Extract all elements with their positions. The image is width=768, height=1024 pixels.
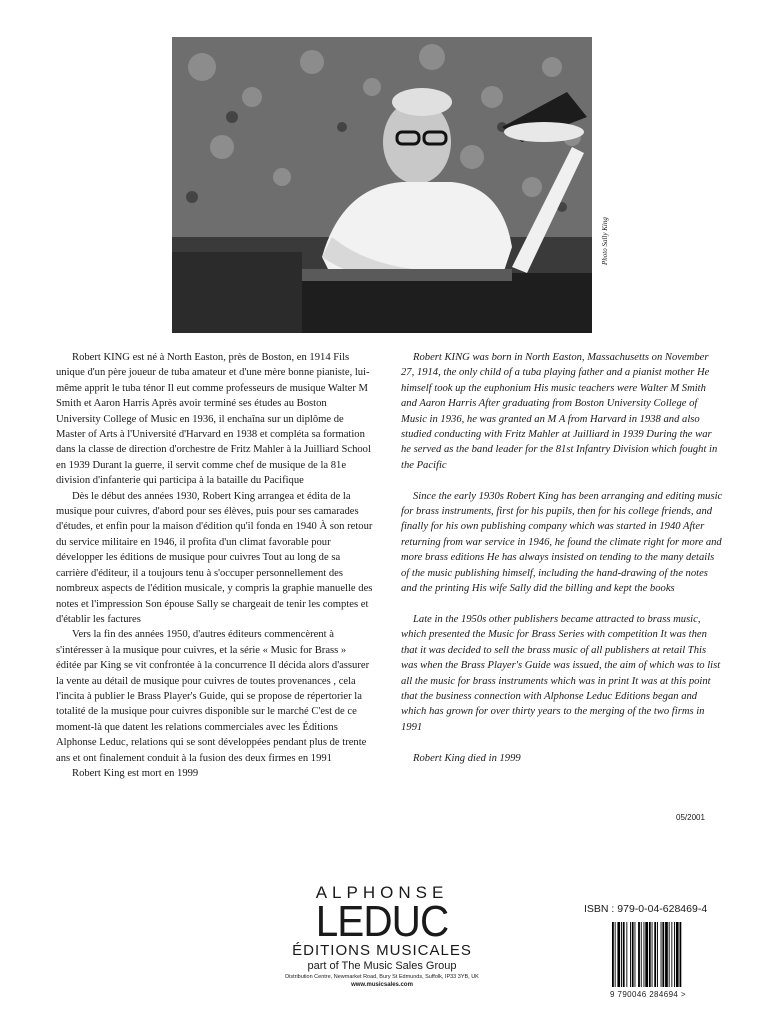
photo-credit: Photo Sally King: [601, 217, 609, 265]
logo-alphonse: ALPHONSE: [315, 883, 449, 902]
date-code: 05/2001: [676, 813, 705, 822]
english-paragraph: Late in the 1950s other publishers became attracted to brass music, which presented the Music for Brass Series with competition It was then that it was decided to sell the brass music of all publishers at retail This was when the Brass Player's Guide was issued, the aim of which was to list all the music for brass instruments which was in print It was at this point that the business connection with Alphonse Leduc Editions began and which has grown for over thirty years to the merging of the two firms in 1991: [401, 613, 721, 733]
publisher-url: www.musicsales.com: [351, 982, 413, 988]
english-paragraph: Robert KING was born in North Easton, Massachusetts on November 27, 1914, the only child of a tuba playing father and a pianist mother He himself took up the euphonium His music teachers were Walter M Smith and Aaron Harris After graduating from Boston University College of Music in 1936, he was granted an M A from Harvard in 1938 and also studied conducting with Fritz Mahler at Juilliard in 1939 During the war he served as the band leader for the 81st Infantry Division which fought in the Pacific: [401, 352, 718, 471]
french-paragraph: Robert King est mort en 1999: [72, 767, 199, 779]
publisher-group: part of The Music Sales Group: [307, 960, 457, 972]
publisher-logo: [280, 884, 484, 989]
logo-editions-musicales: ÉDITIONS MUSICALES: [292, 942, 472, 959]
french-paragraph: Robert KING est né à North Easton, près de Boston, en 1914 Fils unique d'un père joueur de tuba amateur et d'une mère bonne pianiste, lui-même apprit le tuba ténor Il eut comme professeurs de musique Walter M Smith et Aaron Harris Après avoir terminé ses études au Boston University College of Music en 1936, il enchaîna sur un diplôme de Master of Arts à l'Université d'Harvard en 1938 et compléta sa formation dans la classe de direction d'orchestre de Fritz Mahler à la Juilliard School en 1939 Durant la guerre, il servit comme chef de musique de la 81e division d'infanterie qui participa à la bataille du Pacifique: [56, 352, 371, 487]
logo-leduc: LEDUC: [315, 897, 449, 946]
english-text-column: [401, 350, 723, 766]
distribution-address: Distribution Centre, Newmarket Road, Bury St Edmunds, Suffolk, IP33 3YB, UK: [285, 974, 479, 980]
isbn: ISBN : 979-0-04-628469-4: [584, 903, 708, 915]
english-paragraph: Since the early 1930s Robert King has been arranging and editing music for brass instruments, first for his pupils, then for his college friends, and finally for his own publishing company which was started in 1940 After returning from war service in 1946, he found the climate right for more and more brass editions He has always insisted on tending to the many details of the music publishing himself, including the hand-drawing of the notes and the printing His wife Sally did the billing and kept the books: [401, 490, 723, 595]
barcode-digits: 9 790046 284694 >: [610, 990, 686, 999]
photo-robert-king: [172, 37, 592, 333]
french-paragraph: Dès le début des années 1930, Robert King arrangea et édita de la musique pour cuivres, d'abord pour ses élèves, puis pour ses camarades d'études, et enfin pour la maison d'édition qu'il fonda en 1940 À son retour du service militaire en 1946, il profita d'un climat favorable pour développer les éditions de musique pour cuivres Tout au long de sa carrière d'éditeur, il a toujours tenu à s'occuper personnellement des nombreux aspects de l'édition musicale, y compris la graphie manuelle des notes et l'impression Son épouse Sally se chargeait de tenir les comptes et d'établir les factures: [56, 490, 373, 625]
french-text-column: [56, 350, 374, 781]
barcode: [610, 922, 722, 987]
french-paragraph: Vers la fin des années 1950, d'autres éditeurs commencèrent à s'intéresser à la musique pour cuivres, et la série « Music for Brass » éditée par King se vit confrontée à la concurrence Il décida alors d'assurer la vente au détail de musique pour cuivres de toutes provenances , cela l'incita à publier le Brass Player's Guide, qui se propose de répertorier la totalité de la musique pour cuivres disponible sur le marché C'est de ce moment-là que datent les relations commerciales avec les Éditions Alphonse Leduc, relations qui se sont développées pendant plus de trente ans et ont finalement conduit à la fusion des deux firmes en 1991: [56, 629, 370, 764]
english-paragraph: Robert King died in 1999: [413, 752, 521, 764]
